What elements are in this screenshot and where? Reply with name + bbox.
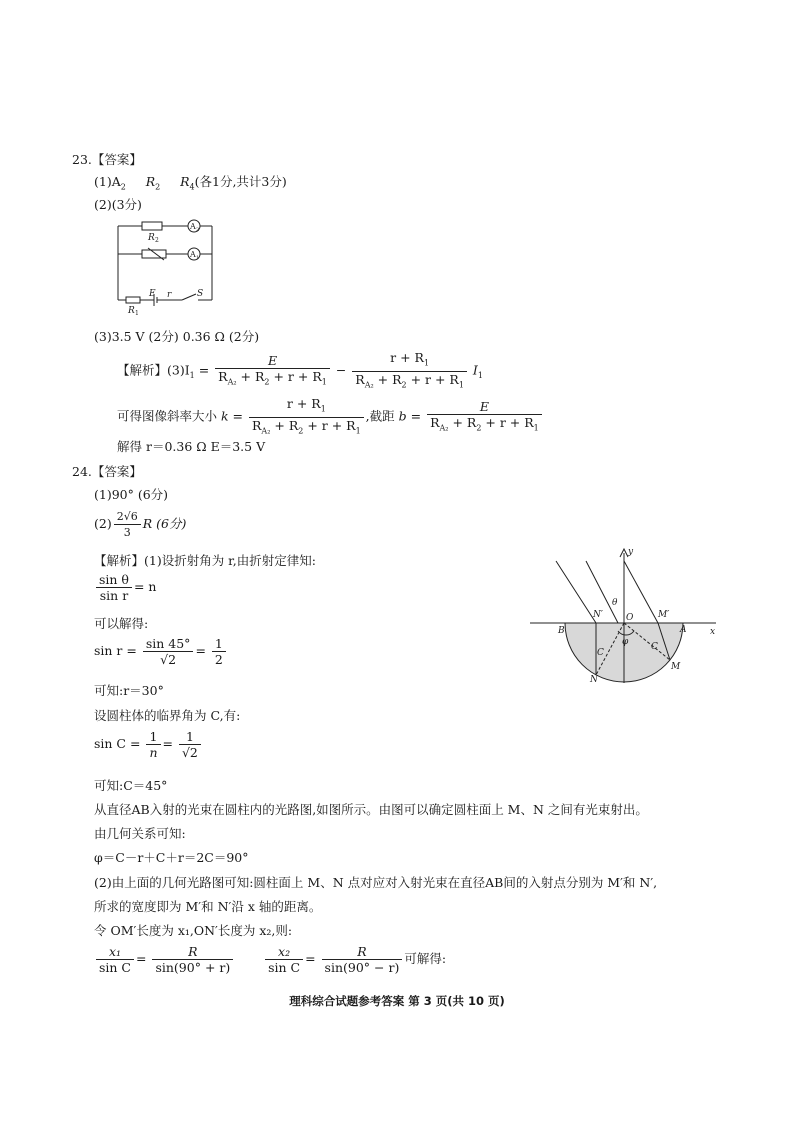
label-o: O	[626, 613, 634, 623]
q24-know-c: 可知:C＝45°	[94, 778, 168, 793]
svg-text:2: 2	[155, 237, 159, 244]
page-footer: 理科综合试题参考答案 第 3 页(共 10 页)	[289, 994, 505, 1008]
label-r1: R	[128, 306, 135, 316]
q24-heading: 24.【答案】	[72, 464, 142, 479]
svg-text:2: 2	[196, 227, 200, 233]
rheostat	[142, 250, 166, 258]
label-a2: A	[190, 222, 196, 231]
label-a1: A	[190, 250, 196, 259]
q24-geometry: 由几何关系可知:	[94, 826, 186, 841]
q24-last-eq: $\frac{\text{x₁}}{\text{sin C}}$ = $\frac{R}{\sin(90^\circ + r)}$ $\frac{\text{x₂}}{\text{sin C}}$ = $\frac{R}{\sin(90^\circ - r)}$ 可解得:	[94, 944, 446, 975]
ray-1	[556, 561, 596, 623]
label-r2: R	[148, 233, 155, 243]
svg-text:1: 1	[135, 310, 139, 317]
q23-part3: (3)3.5 V (2分) 0.36 Ω (2分)	[94, 329, 260, 344]
optics-figure	[530, 545, 725, 685]
resistor-r2	[142, 222, 162, 230]
q24-snell-eq: $\frac{\text{sin θ}}{\text{sin r}}$ = n	[94, 572, 156, 603]
label-n-prime: N′	[593, 610, 603, 620]
label-r: r	[167, 290, 172, 300]
label-b: B	[558, 626, 565, 636]
q23-heading: 23.【答案】	[72, 152, 142, 167]
label-a: A	[680, 625, 687, 635]
svg-text:1: 1	[196, 255, 200, 261]
label-x: x	[710, 627, 716, 637]
label-y: y	[628, 547, 634, 557]
resistor-r1	[126, 297, 140, 303]
q23-slope-line: 可得图像斜率大小 k = $\frac{r + R_1}{R_{A_2} + R_2 + r + R_1}$ ,截距 b = $\frac{E}{R_{A_2} + R_2 + r + R_1}$	[117, 396, 544, 438]
label-m-prime: M′	[658, 610, 670, 620]
q23-analysis-eq1: 【解析】$(3)I_1$ = $\frac{E}{R_{A_2} + R_2 + r + R_1}$ − $\frac{r + R_1}{R_{A_2} + R_2 + r + R_1}$ $I_1$	[117, 350, 483, 389]
label-phi: φ	[622, 637, 629, 647]
q24-part2-line1: (2)由上面的几何光路图可知:圆柱面上 M、N 点对应对入射光束在直径AB间的入射点分别为 M′和 N′,	[94, 875, 658, 890]
q24-part2-line2: 所求的宽度即为 M′和 N′沿 x 轴的距离。	[94, 899, 322, 914]
q24-sinc-eq: sin C = $\frac{1}{n}$ = $\frac{1}{√2}$	[94, 729, 203, 760]
label-c-right: C	[651, 642, 658, 652]
q24-sinr-eq: sin r = $\frac{\sin 45^\circ}{√2}$ = $\frac{1}{2}$	[94, 636, 228, 667]
circuit-diagram	[112, 212, 222, 318]
q24-can-solve: 可以解得:	[94, 616, 149, 631]
label-s: S	[197, 289, 204, 299]
q24-analysis-intro: 【解析】(1)设折射角为 r,由折射定律知:	[94, 553, 316, 568]
label-e: E	[149, 289, 156, 299]
label-c-left: C	[597, 648, 604, 658]
q24-critical-intro: 设圆柱体的临界角为 C,有:	[94, 708, 241, 723]
q23-part1: $(1)A_2$ $R_2$ $R_4$(各1分,共计3分)	[94, 174, 287, 192]
q24-part1: (1)90° (6分)	[94, 487, 169, 502]
q23-solve-line: 解得 r＝0.36 Ω E＝3.5 V	[117, 439, 266, 454]
q23-part2: (2)(3分)	[94, 197, 142, 212]
q24-let-line: 令 OM′长度为 x₁,ON′长度为 x₂,则:	[94, 923, 293, 938]
q24-part2: (2) $\frac{2√6}{3}$ R (6分)	[94, 510, 187, 539]
label-n: N	[590, 675, 598, 685]
label-theta: θ	[612, 598, 618, 608]
q24-know-r: 可知:r＝30°	[94, 683, 164, 698]
q24-path-line: 从直径AB入射的光束在圆柱内的光路图,如图所示。由图可以确定圆柱面上 M、N 之间有光束射出。	[94, 802, 648, 817]
q24-phi-eq: φ＝C－r＋C＋r＝2C＝90°	[94, 850, 249, 865]
label-m: M	[671, 662, 681, 672]
switch-s	[182, 294, 196, 300]
